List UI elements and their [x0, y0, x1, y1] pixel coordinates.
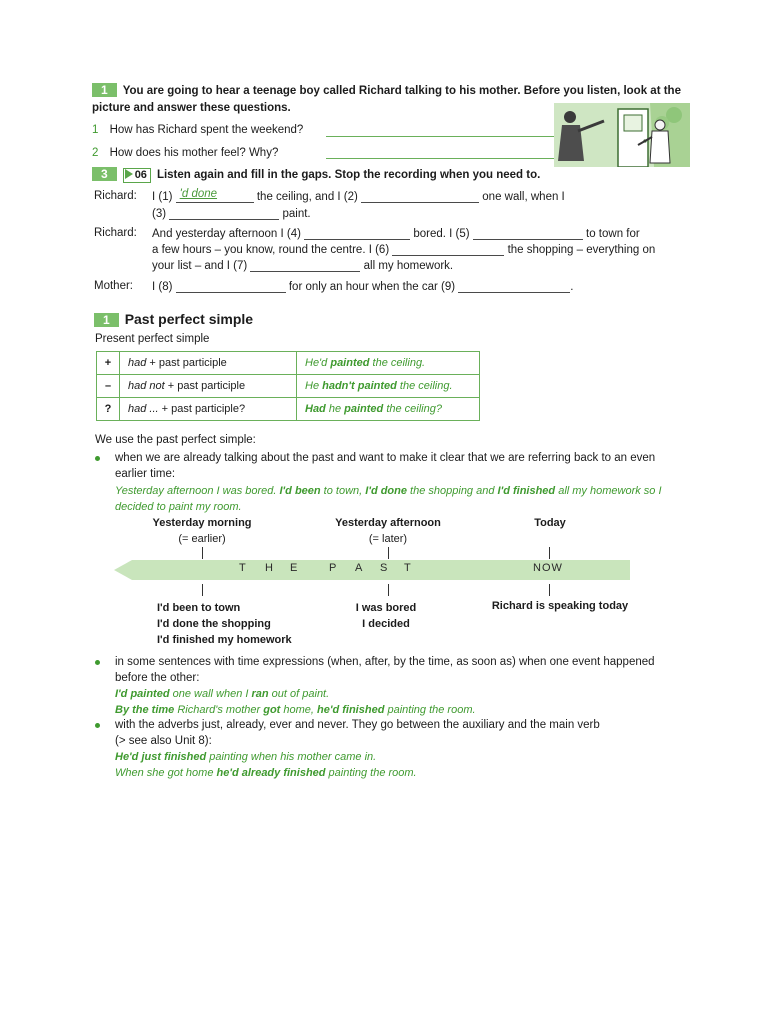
example2: I'd painted one wall when I ran out of paint. By the time Richard's mother got home, he'd finished painting the room. — [115, 688, 476, 716]
table-row: ? had ... + past participle? Had he painted the ceiling? — [97, 398, 480, 421]
bullet-dot — [95, 660, 100, 665]
bullet-dot — [95, 723, 100, 728]
timeline-earlier: (= earlier) — [178, 533, 226, 545]
richard-and-mother-illustration — [554, 103, 690, 167]
richard-line-2: And yesterday afternoon I (4) bored. I (5) to town for — [152, 228, 640, 240]
timeline-today: Today — [534, 517, 566, 529]
timeline-below-left: I'd been to town I'd done the shopping I'd finished my homework — [157, 602, 292, 646]
tick-afternoon-top — [388, 547, 389, 559]
gap-5[interactable] — [473, 227, 583, 240]
table-row: – had not + past participle He hadn't painted the ceiling. — [97, 375, 480, 398]
richard-line-2b: a few hours – you know, round the centre. I (6) the shopping – everything on — [152, 244, 656, 256]
timeline-yesterday-morning: Yesterday morning — [152, 517, 252, 529]
gap-1-answer: 'd done — [179, 188, 218, 200]
gap-3[interactable] — [169, 207, 279, 220]
grammar-title: Past perfect simple — [124, 311, 254, 327]
bullet1-text: when we are already talking about the past and want to make it clear that we are referring back to an even earlier time: — [115, 452, 656, 480]
tick-afternoon-bottom — [388, 584, 389, 596]
timeline-below-mid: I was bored I decided — [355, 602, 417, 630]
timeline-now: NOW — [533, 562, 563, 574]
section3-number-badge: 3 — [92, 167, 117, 181]
tick-today-bottom — [549, 584, 550, 596]
gap-6[interactable] — [392, 243, 504, 256]
answer-line-1[interactable] — [326, 136, 556, 137]
gap-2[interactable] — [361, 190, 479, 203]
tick-today-top — [549, 547, 550, 559]
use-intro: We use the past perfect simple: — [95, 434, 256, 446]
section1-number-badge: 1 — [92, 83, 117, 97]
speaker-richard-2: Richard: — [94, 227, 137, 239]
example3: He'd just finished painting when his mother came in. When she got home he'd already finished painting the room. — [115, 751, 417, 779]
richard-line-2c: your list – and I (7) all my homework. — [152, 260, 454, 272]
timeline-later: (= later) — [368, 533, 408, 545]
bullet2-text: in some sentences with time expressions (when, after, by the time, as soon as) when one event happened before the other: — [115, 656, 655, 684]
past-perfect-table — [96, 351, 480, 421]
richard-line-1b: (3) paint. — [152, 208, 311, 220]
question-2: 2 How does his mother feel? Why? — [92, 147, 279, 159]
grammar-number-badge: 1 — [94, 313, 119, 327]
gap-7[interactable] — [250, 259, 360, 272]
play-icon — [125, 169, 133, 179]
mother-line: I (8) for only an hour when the car (9) . — [152, 281, 574, 293]
question-1: 1 How has Richard spent the weekend? — [92, 124, 304, 136]
gap-1[interactable] — [176, 190, 254, 203]
gap-8[interactable] — [176, 280, 286, 293]
section1-instruction: 1 You are going to hear a teenage boy called Richard talking to his mother. Before you listen, look at the picture and answer these questions. — [92, 83, 681, 114]
section3-instruction: 3 06 Listen again and fill in the gaps. Stop the recording when you need to. — [92, 167, 540, 183]
speaker-richard-1: Richard: — [94, 190, 137, 202]
audio-track-button[interactable]: 06 — [123, 168, 151, 183]
timeline-yesterday-afternoon: Yesterday afternoon — [335, 517, 441, 529]
timeline-below-right: Richard is speaking today — [491, 600, 629, 612]
table-row: + had + past participle He'd painted the ceiling. — [97, 352, 480, 375]
tick-morning-bottom — [202, 584, 203, 596]
grammar-subtitle: Present perfect simple — [95, 333, 210, 345]
grammar-heading — [94, 311, 253, 327]
richard-line-1: I (1) 'd done the ceiling, and I (2) one wall, when I — [152, 188, 565, 203]
answer-line-2[interactable] — [326, 158, 556, 159]
bullet3-text: with the adverbs just, already, ever and never. They go between the auxiliary and the main verb (> see also Unit 8): — [115, 719, 600, 747]
bullet-dot — [95, 456, 100, 461]
gap-4[interactable] — [304, 227, 410, 240]
example1: Yesterday afternoon I was bored. I'd been to town, I'd done the shopping and I'd finished all my homework so I decided to paint my room. — [115, 485, 662, 513]
tick-morning-top — [202, 547, 203, 559]
gap-9[interactable] — [458, 280, 570, 293]
speaker-mother: Mother: — [94, 280, 133, 292]
